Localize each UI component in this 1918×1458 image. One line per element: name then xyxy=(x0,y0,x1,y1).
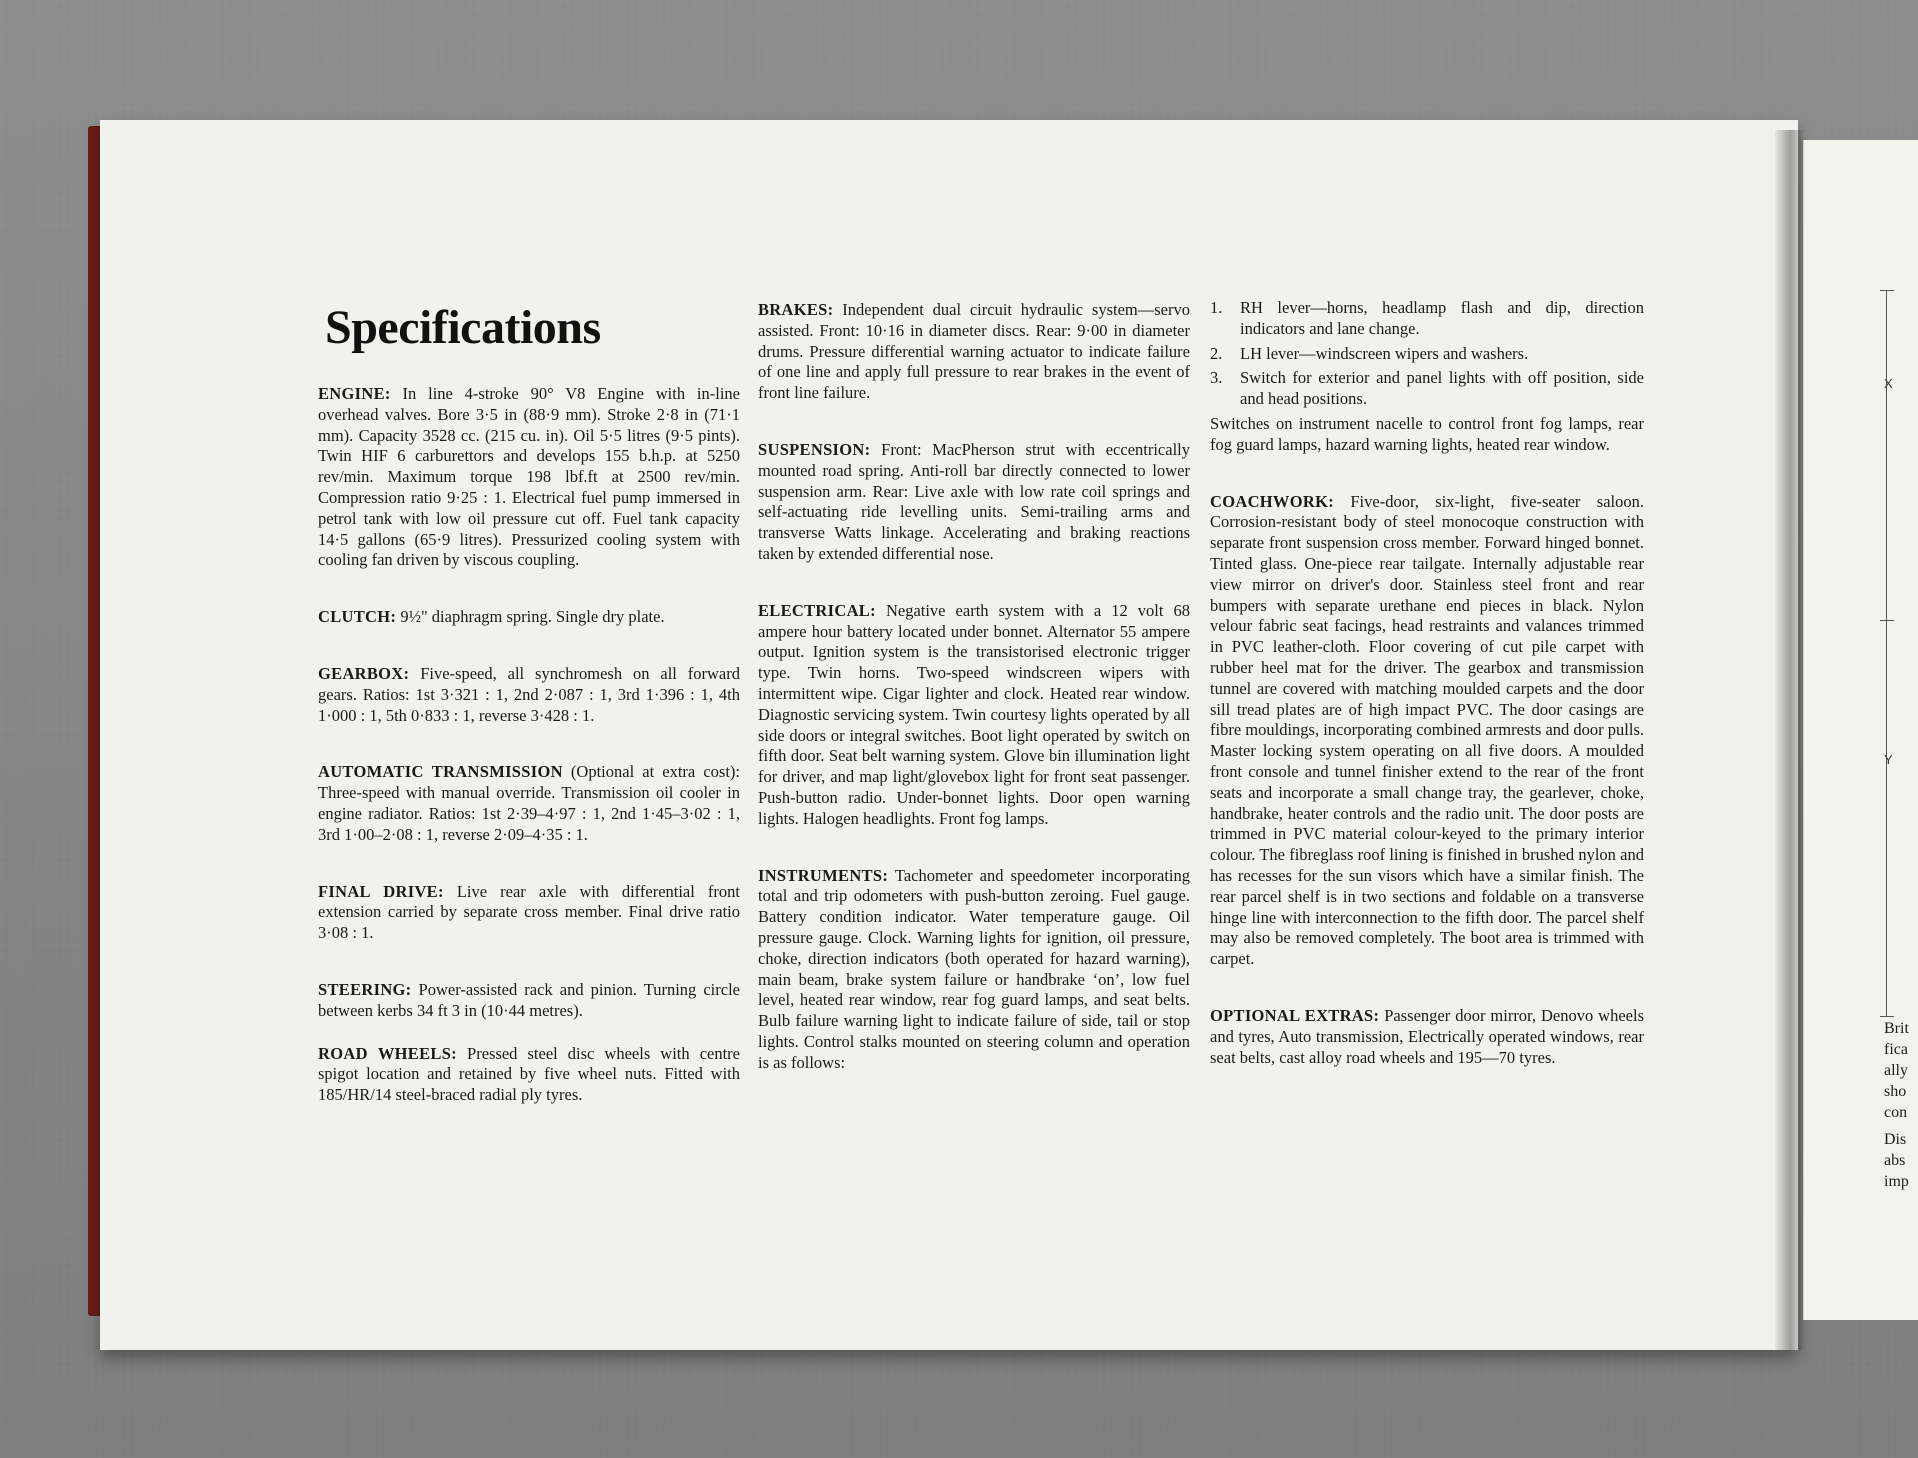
spec-electrical xyxy=(758,601,1190,830)
fragment: Brit xyxy=(1884,1020,1909,1037)
dimension-tick xyxy=(1880,1016,1894,1017)
spec-coachwork xyxy=(1210,492,1644,970)
fragment: fica xyxy=(1884,1041,1908,1058)
list-number: 1. xyxy=(1210,298,1223,317)
fragment: abs xyxy=(1884,1152,1906,1169)
spec-text: Tachometer and speedometer incorporating total and trip odometers with push-button zeroing. Fuel gauge. Battery condition indicator. Water temperature gauge. Oil pressure gauge. Clock. Warning lights for ignition, oil pressure, choke, direction indicators (both operated for hazard warning), main beam, brake system failure or handbrake ‘on’, low fuel level, heated rear window, rear fog guard lamps, and seat belts. Bulb failure warning light to indicate failure of side, tail or stop lights. Control stalks mounted on steering column and operation is as follows: xyxy=(758,865,1190,1072)
fragment: imp xyxy=(1884,1173,1909,1190)
spec-text: 9½" diaphragm spring. Single dry plate. xyxy=(396,607,665,627)
list-text: LH lever—windscreen wipers and washers. xyxy=(1240,343,1529,363)
spec-optional-extras xyxy=(1210,1006,1644,1068)
list-item xyxy=(1210,298,1644,340)
list-text: Switch for exterior and panel lights with off position, side and head positions. xyxy=(1240,368,1644,409)
fragment: ally xyxy=(1884,1062,1908,1079)
spec-gearbox xyxy=(318,664,740,726)
spec-clutch xyxy=(318,607,740,628)
spec-column-3 xyxy=(1210,298,1644,1104)
spec-heading: ROAD WHEELS: xyxy=(318,1043,457,1063)
spec-heading: CLUTCH: xyxy=(318,607,397,627)
fragment: Dis xyxy=(1884,1131,1907,1148)
spec-suspension xyxy=(758,440,1190,565)
spec-road-wheels xyxy=(318,1044,740,1106)
fragment: con xyxy=(1884,1104,1908,1121)
dimension-label-x: X xyxy=(1884,376,1893,391)
spec-text: Passenger door mirror, Denovo wheels and tyres, Auto transmission, Electrically operated windows, rear seat belts, cast alloy road wheels and 195—70 tyres. xyxy=(1210,1005,1644,1067)
spec-heading: BRAKES: xyxy=(758,300,834,319)
spec-text: Live rear axle with differential front extension carried by separate cross member. Final drive ratio 3·08 : 1. xyxy=(318,881,740,943)
spec-text: Negative earth system with a 12 volt 68 ampere hour battery located under bonnet. Alternator 55 ampere output. Ignition system is the transistorised electronic trigger type. Twin horns. Two-speed windscreen wipers with intermittent wipe. Cigar lighter and clock. Heated rear window. Diagnostic servicing system. Twin courtesy lights operated by all side doors or integral switches. Boot light operated by switch on fifth door. Seat belt warning system. Glove bin illumination light for driver, and map light/glovebox light for front seat passenger. Push-button radio. Under-bonnet lights. Door open warning lights. Halogen headlights. Front fog lamps. xyxy=(758,600,1190,828)
page-title: Specifications xyxy=(325,301,601,354)
spec-text: Five-speed, all synchromesh on all forward gears. Ratios: 1st 3·321 : 1, 2nd 2·087 : 1, 3rd 1·396 : 1, 4th 1·000 : 1, 5th 0·833 : 1, reverse 3·428 : 1. xyxy=(318,663,740,725)
spec-text: Independent dual circuit hydraulic system—servo assisted. Front: 10·16 in diameter discs. Rear: 9·00 in diameter drums. Pressure differential warning actuator to indicate failure of one line and apply full pressure to rear brakes in the event of front line failure. xyxy=(758,300,1190,403)
brochure-right-page xyxy=(1803,140,1918,1320)
spec-steering xyxy=(318,980,740,1022)
spec-heading: AUTOMATIC TRANSMISSION xyxy=(318,762,563,782)
spec-text: Power-assisted rack and pinion. Turning circle between kerbs 34 ft 3 in (10·44 metres). xyxy=(318,979,740,1020)
control-stalks-list xyxy=(1210,298,1644,410)
list-item xyxy=(1210,344,1644,365)
spec-text: (Optional at extra cost): Three-speed with manual override. Transmission oil cooler in engine radiator. Ratios: 1st 2·39–4·97 : 1, 2nd 1·45–3·02 : 1, 3rd 1·00–2·08 : 1, reverse 2·09–4·35 : 1. xyxy=(318,762,740,844)
spec-column-2 xyxy=(758,300,1190,1110)
spec-heading: COACHWORK: xyxy=(1210,491,1334,511)
spec-engine xyxy=(318,384,740,571)
dimension-line-y xyxy=(1886,620,1887,1016)
spec-instruments xyxy=(758,866,1190,1074)
fragment: sho xyxy=(1884,1083,1907,1100)
spec-column-1 xyxy=(318,384,740,1142)
list-item xyxy=(1210,368,1644,410)
dimension-line-x xyxy=(1886,290,1887,620)
spec-heading: INSTRUMENTS: xyxy=(758,865,889,885)
spec-brakes xyxy=(758,300,1190,404)
spec-text: Five-door, six-light, five-seater saloon. Corrosion-resistant body of steel monocoque construction with separate front suspension cross member. Forward hinged bonnet. Tinted glass. One-piece rear tailgate. Internally adjustable rear view mirror on driver's door. Stainless steel front and rear bumpers with separate urethane end pieces in black. Nylon velour fabric seat facings, head restraints and valances trimmed in PVC leather-cloth. Floor covering of cut pile carpet with rubber heel mat for the driver. The gearbox and transmission tunnel are covered with matching moulded carpets and the door sill tread plates are of high impact PVC. The door casings are fibre mouldings, incorporating combined armrests and door pulls. Master locking system operating on all five doors. A moulded front console and tunnel finisher extend to the rear of the front seats and incorporate a small change tray, the gearlever, choke, handbrake, heater controls and the radio unit. The door posts are trimmed in PVC material colour-keyed to the primary interior colour. The fibreglass roof lining is finished in brushed nylon and has recesses for the sun visors which have a similar finish. The rear parcel shelf is in two sections and foldable on a transverse hinge line with interconnection to the fifth door. The parcel shelf may also be removed completely. The boot area is trimmed with carpet. xyxy=(1210,491,1644,969)
switches-paragraph: Switches on instrument nacelle to control front fog lamps, rear fog guard lamps, hazard warning lights, heated rear window. xyxy=(1210,413,1644,454)
spec-text: Pressed steel disc wheels with centre spigot location and retained by five wheel nuts. Fitted with 185/HR/14 steel-braced radial ply tyres. xyxy=(318,1043,740,1105)
spec-automatic-transmission xyxy=(318,762,740,845)
spec-heading: FINAL DRIVE: xyxy=(318,881,444,901)
spec-text: Front: MacPherson strut with eccentrically mounted road spring. Anti-roll bar directly connected to lower suspension arm. Rear: Live axle with low rate coil springs and self-actuating ride levelling units. Semi-trailing arms and transverse Watts linkage. Accelerating and braking reactions taken by extended differential nose. xyxy=(758,439,1190,563)
spec-text: In line 4-stroke 90° V8 Engine with in-line overhead valves. Bore 3·5 in (88·9 mm). Stroke 2·8 in (71·1 mm). Capacity 3528 cc. (215 cu. in). Oil 5·5 litres (9·5 pints). Twin HIF 6 carburettors and develops 155 b.h.p. at 5250 rev/min. Maximum torque 198 lbf.ft at 2500 rev/min. Compression ratio 9·25 : 1. Electrical fuel pump immersed in petrol tank with low oil pressure cut off. Fuel tank capacity 14·5 gallons (65·9 litres). Pressurized cooling system with cooling fan driven by viscous coupling. xyxy=(318,384,740,570)
dimension-tick xyxy=(1880,620,1894,621)
spec-final-drive xyxy=(318,882,740,944)
spec-heading: ELECTRICAL: xyxy=(758,600,876,620)
right-page-text-fragments xyxy=(1884,1018,1909,1192)
spec-heading: GEARBOX: xyxy=(318,663,410,683)
spec-heading: SUSPENSION: xyxy=(758,439,871,459)
dimension-tick xyxy=(1880,290,1894,291)
list-number: 3. xyxy=(1210,368,1223,388)
list-number: 2. xyxy=(1210,343,1223,363)
dimension-label-y: Y xyxy=(1884,752,1893,767)
spec-heading: OPTIONAL EXTRAS: xyxy=(1210,1005,1380,1025)
list-text: RH lever—horns, headlamp flash and dip, direction indicators and lane change. xyxy=(1240,298,1644,338)
spec-heading: ENGINE: xyxy=(318,384,391,403)
page-gutter xyxy=(1775,130,1803,1350)
spec-heading: STEERING: xyxy=(318,979,412,999)
